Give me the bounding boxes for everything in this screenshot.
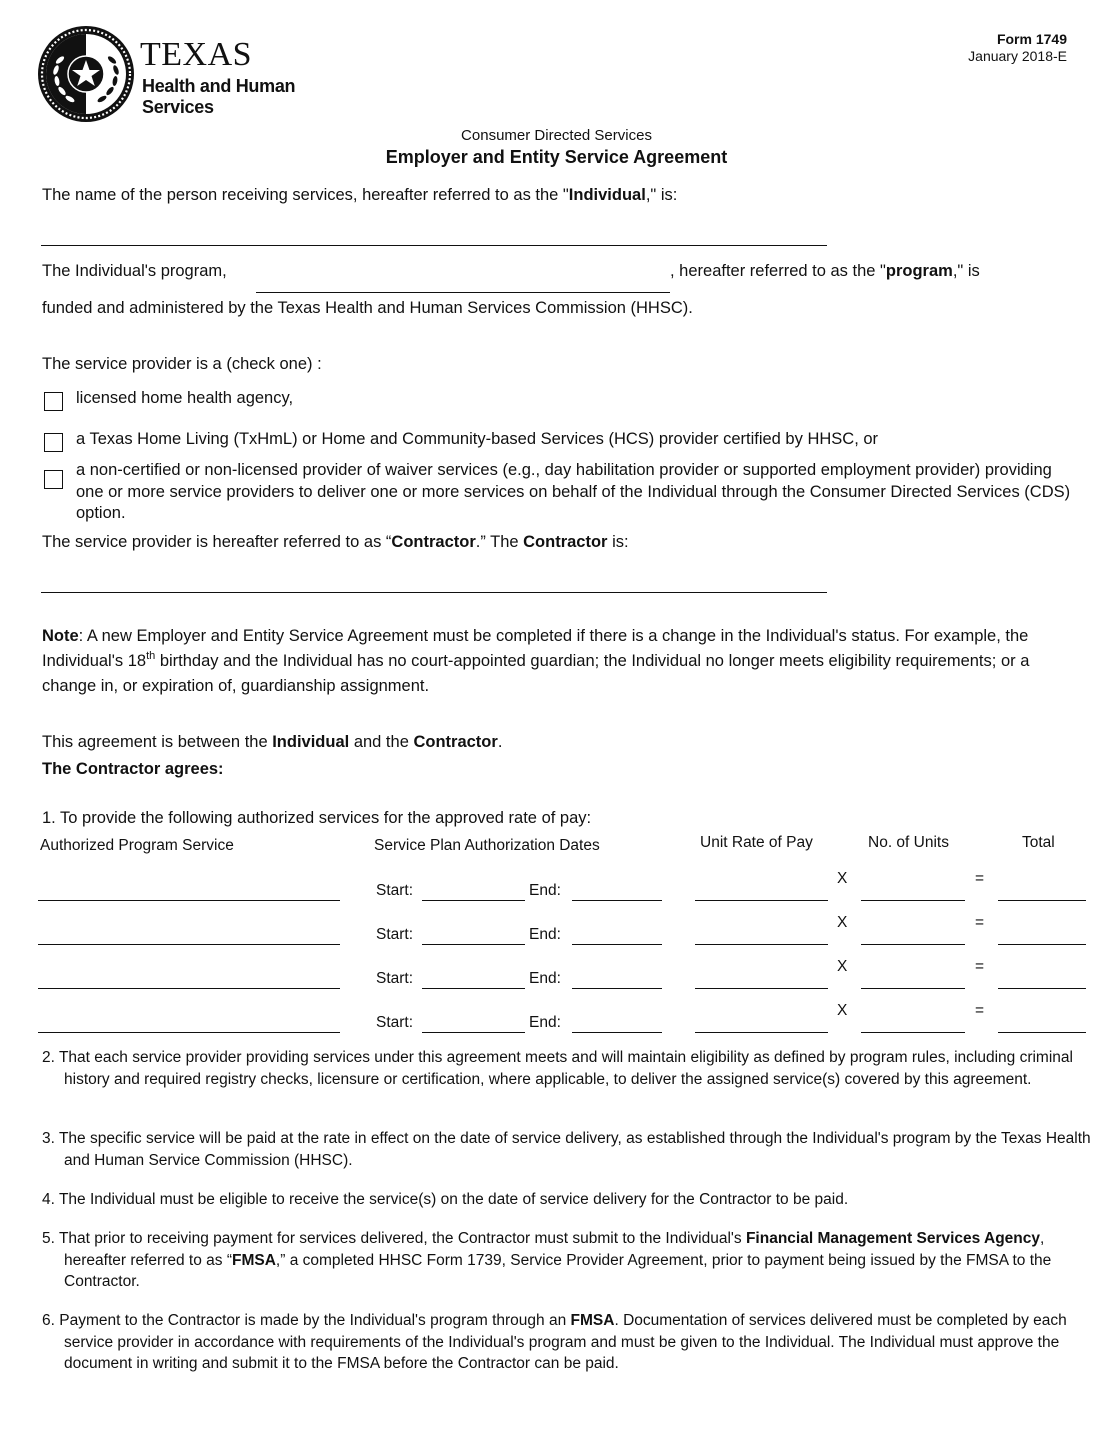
services-intro: 1. To provide the following authorized services for the approved rate of pay:	[42, 809, 592, 827]
row-3-end-date-field[interactable]	[572, 968, 662, 989]
row-1-multiply-sign: X	[837, 870, 848, 887]
row-3-start-date-field[interactable]	[422, 968, 525, 989]
row-3-rate-field[interactable]	[695, 968, 828, 989]
provider-option-3-label: a non-certified or non-licensed provider of waiver services (e.g., day habilitation provider or supported employment provider) providing one or more service providers to deliver one or more services on behalf of the Individual through the Consumer Directed Services (CDS) option.	[76, 461, 1071, 522]
contractor-prompt: The service provider is hereafter referred to as “Contractor.” The Contractor is:	[42, 533, 629, 551]
row-1-start-date-field[interactable]	[422, 880, 525, 901]
logo-text-line3: Services	[142, 97, 214, 117]
row-4-start-label: Start:	[376, 1014, 414, 1031]
row-2-units-field[interactable]	[861, 924, 965, 945]
provider-option-2-label: a Texas Home Living (TxHmL) or Home and Community-based Services (HCS) provider certified by HHSC, or	[76, 430, 879, 448]
row-3-total-field[interactable]	[998, 968, 1086, 989]
provider-option-2-checkbox[interactable]	[44, 433, 63, 452]
row-1-end-label: End:	[529, 882, 561, 899]
row-1-service-field[interactable]	[38, 880, 340, 901]
row-4-end-date-field[interactable]	[572, 1012, 662, 1033]
row-3-multiply-sign: X	[837, 958, 848, 975]
col-header-dates: Service Plan Authorization Dates	[374, 837, 600, 854]
logo-text-agency	[142, 76, 295, 118]
row-4-end-label: End:	[529, 1014, 561, 1031]
row-1-total-field[interactable]	[998, 880, 1086, 901]
row-3-service-field[interactable]	[38, 968, 340, 989]
provider-option-3-checkbox[interactable]	[44, 470, 63, 489]
row-4-total-field[interactable]	[998, 1012, 1086, 1033]
row-4-service-field[interactable]	[38, 1012, 340, 1033]
texas-seal-icon	[36, 24, 136, 124]
row-4-start-date-field[interactable]	[422, 1012, 525, 1033]
program-name-field[interactable]	[256, 272, 670, 293]
provider-type-prompt: The service provider is a (check one) :	[42, 355, 322, 373]
clause-6: 6. Payment to the Contractor is made by the Individual's program through an FMSA. Documentation of services delivered must be completed by each service provider in accordance with requirements of the Individual's program and must be given to the Individual. The Individual must approve the document in writing and submit it to the FMSA before the Contractor can be paid.	[42, 1312, 1067, 1372]
row-1-start-label: Start:	[376, 882, 414, 899]
row-4-equals-sign: =	[975, 1002, 985, 1019]
logo-text-line2: Health and Human	[142, 76, 296, 96]
row-2-rate-field[interactable]	[695, 924, 828, 945]
clause-3: 3. The specific service will be paid at the rate in effect on the date of service delivery, as established through the Individual's program by the Texas Health and Human Service Commission (HHSC).	[42, 1130, 1091, 1169]
logo-text-texas: TEXAS	[140, 36, 253, 73]
col-header-rate: Unit Rate of Pay	[700, 834, 813, 851]
provider-option-1-label: licensed home health agency,	[76, 389, 294, 407]
row-1-rate-field[interactable]	[695, 880, 828, 901]
row-1-units-field[interactable]	[861, 880, 965, 901]
row-2-end-date-field[interactable]	[572, 924, 662, 945]
form-title: Employer and Entity Service Agreement	[385, 147, 728, 167]
row-2-multiply-sign: X	[837, 914, 848, 931]
row-4-units-field[interactable]	[861, 1012, 965, 1033]
col-header-total: Total	[1022, 834, 1055, 851]
row-1-end-date-field[interactable]	[572, 880, 662, 901]
row-2-equals-sign: =	[975, 914, 985, 931]
row-3-equals-sign: =	[975, 958, 985, 975]
program-prompt-suffix: , hereafter referred to as the "program," is	[670, 262, 980, 280]
individual-prompt: The name of the person receiving services, hereafter referred to as the "Individual," is:	[42, 186, 678, 204]
row-2-end-label: End:	[529, 926, 561, 943]
form-subtitle: Consumer Directed Services	[461, 127, 652, 144]
contractor-name-field[interactable]	[41, 572, 827, 593]
row-3-end-label: End:	[529, 970, 561, 987]
row-2-service-field[interactable]	[38, 924, 340, 945]
form-date: January 2018-E	[968, 48, 1067, 64]
program-funding-text: funded and administered by the Texas Health and Human Services Commission (HHSC).	[42, 299, 693, 317]
col-header-units: No. of Units	[868, 834, 949, 851]
program-prompt: The Individual's program,	[42, 262, 227, 280]
contractor-agrees-heading: The Contractor agrees:	[42, 760, 224, 778]
individual-name-field[interactable]	[41, 225, 827, 246]
row-2-start-date-field[interactable]	[422, 924, 525, 945]
row-1-equals-sign: =	[975, 870, 985, 887]
row-3-start-label: Start:	[376, 970, 414, 987]
row-3-units-field[interactable]	[861, 968, 965, 989]
row-4-multiply-sign: X	[837, 1002, 848, 1019]
agreement-parties-text: This agreement is between the Individual and the Contractor.	[42, 733, 503, 751]
status-change-note: Note: A new Employer and Entity Service Agreement must be completed if there is a change in the Individual's status. For example, the Individual's 18th birthday and the Individual has no court-appointed guardian; the Individual no longer meets eligibility requirements; or a change in, or expiration of, guardianship assignment.	[42, 627, 1030, 695]
row-2-start-label: Start:	[376, 926, 414, 943]
row-4-rate-field[interactable]	[695, 1012, 828, 1033]
col-header-service: Authorized Program Service	[40, 837, 234, 854]
clause-4: 4. The Individual must be eligible to receive the service(s) on the date of service delivery for the Contractor to be paid.	[42, 1191, 849, 1208]
clause-2: 2. That each service provider providing services under this agreement meets and will maintain eligibility as defined by program rules, including criminal history and required registry checks, licensure or certification, where applicable, to deliver the assigned service(s) covered by this agreement.	[42, 1049, 1073, 1088]
provider-option-1-checkbox[interactable]	[44, 392, 63, 411]
row-2-total-field[interactable]	[998, 924, 1086, 945]
form-number: Form 1749	[996, 31, 1067, 47]
clause-5: 5. That prior to receiving payment for services delivered, the Contractor must submit to the Individual's Financial Management Services Agency, hereafter referred to as “FMSA,” a completed HHSC Form 1739, Service Provider Agreement, prior to payment being issued by the FMSA to the Contractor.	[42, 1230, 1052, 1290]
